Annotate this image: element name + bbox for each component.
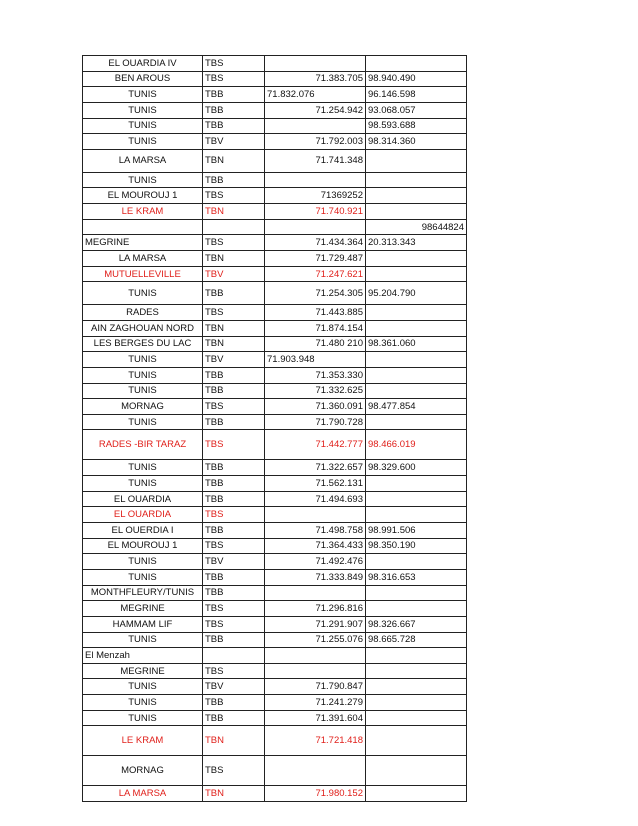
phone2-cell (366, 414, 467, 430)
code-cell: TBB (203, 491, 265, 507)
code-cell: TBS (203, 399, 265, 415)
code-cell: TBN (203, 251, 265, 267)
table-row (83, 172, 467, 188)
phone1-cell: 71.790.847 (265, 679, 366, 695)
phone1-cell: 71.442.777 (265, 430, 366, 460)
city-cell: EL MOUROUJ 1 (83, 188, 203, 204)
city-cell: TUNIS (83, 632, 203, 648)
phone2-cell: 98.477.854 (366, 399, 467, 415)
phone1-cell: 71.498.758 (265, 523, 366, 539)
phone1-cell (265, 663, 366, 679)
table-row (83, 460, 467, 476)
city-cell: TUNIS (83, 102, 203, 118)
phone1-cell: 71.291.907 (265, 616, 366, 632)
phone1-cell: 71.254.942 (265, 102, 366, 118)
contact-table-body (83, 56, 467, 802)
phone1-cell: 71.792.003 (265, 134, 366, 150)
phone1-cell: 71.391.604 (265, 710, 366, 726)
city-cell: TUNIS (83, 460, 203, 476)
phone2-cell: 98.466.019 (366, 430, 467, 460)
phone2-cell (366, 648, 467, 664)
code-cell: TBN (203, 204, 265, 220)
phone1-cell: 71.494.693 (265, 491, 366, 507)
city-cell: TUNIS (83, 87, 203, 103)
phone1-cell: 71.721.418 (265, 726, 366, 756)
table-row (83, 616, 467, 632)
code-cell: TBN (203, 786, 265, 802)
code-cell: TBS (203, 663, 265, 679)
phone2-cell (366, 554, 467, 570)
table-row (83, 336, 467, 352)
city-cell: TUNIS (83, 679, 203, 695)
phone1-cell (265, 219, 366, 235)
phone1-cell (265, 118, 366, 134)
city-cell: LA MARSA (83, 786, 203, 802)
phone2-cell: 98.326.667 (366, 616, 467, 632)
table-row (83, 569, 467, 585)
table-row (83, 188, 467, 204)
code-cell: TBB (203, 172, 265, 188)
code-cell: TBN (203, 336, 265, 352)
code-cell: TBB (203, 383, 265, 399)
code-cell: TBS (203, 756, 265, 786)
table-row (83, 282, 467, 305)
phone2-cell: 98.991.506 (366, 523, 467, 539)
code-cell: TBS (203, 235, 265, 251)
phone2-cell (366, 507, 467, 523)
code-cell: TBN (203, 726, 265, 756)
table-row (83, 430, 467, 460)
phone1-cell: 71.790.728 (265, 414, 366, 430)
code-cell: TBV (203, 554, 265, 570)
phone2-cell (366, 786, 467, 802)
phone1-cell: 71.254.305 (265, 282, 366, 305)
table-row (83, 102, 467, 118)
city-cell: LA MARSA (83, 149, 203, 172)
phone2-cell: 98.940.490 (366, 71, 467, 87)
code-cell: TBB (203, 414, 265, 430)
table-row (83, 679, 467, 695)
table-row (83, 695, 467, 711)
code-cell: TBV (203, 134, 265, 150)
phone2-cell: 98.314.360 (366, 134, 467, 150)
city-cell: TUNIS (83, 118, 203, 134)
city-cell: LA MARSA (83, 251, 203, 267)
phone1-cell: 71.364.433 (265, 538, 366, 554)
code-cell: TBB (203, 476, 265, 492)
code-cell: TBV (203, 679, 265, 695)
phone1-cell (265, 585, 366, 601)
phone1-cell: 71.353.330 (265, 367, 366, 383)
table-row (83, 585, 467, 601)
phone1-cell: 71.443.885 (265, 305, 366, 321)
city-cell (83, 219, 203, 235)
phone2-cell (366, 679, 467, 695)
city-cell: RADES (83, 305, 203, 321)
table-row (83, 648, 467, 664)
city-cell: TUNIS (83, 554, 203, 570)
phone1-cell: 71369252 (265, 188, 366, 204)
phone1-cell (265, 756, 366, 786)
table-row (83, 383, 467, 399)
city-cell: HAMMAM LIF (83, 616, 203, 632)
phone1-cell: 71.241.279 (265, 695, 366, 711)
contact-table (82, 55, 467, 802)
phone1-cell: 71.832.076 (265, 87, 366, 103)
phone2-cell (366, 352, 467, 368)
city-cell: TUNIS (83, 569, 203, 585)
phone2-cell (366, 305, 467, 321)
city-cell: TUNIS (83, 710, 203, 726)
table-row (83, 219, 467, 235)
city-cell: MUTUELLEVILLE (83, 266, 203, 282)
phone2-cell (366, 172, 467, 188)
phone1-cell: 71.247.621 (265, 266, 366, 282)
phone1-cell: 71.360.091 (265, 399, 366, 415)
city-cell: LE KRAM (83, 726, 203, 756)
phone1-cell: 71.980.152 (265, 786, 366, 802)
table-row (83, 367, 467, 383)
city-cell: TUNIS (83, 172, 203, 188)
code-cell: TBV (203, 352, 265, 368)
table-row (83, 476, 467, 492)
city-cell: TUNIS (83, 352, 203, 368)
phone1-cell: 71.322.657 (265, 460, 366, 476)
code-cell: TBB (203, 710, 265, 726)
phone2-cell (366, 56, 467, 72)
city-cell: EL OUARDIA IV (83, 56, 203, 72)
code-cell: TBS (203, 601, 265, 617)
code-cell: TBS (203, 430, 265, 460)
phone1-cell: 71.332.625 (265, 383, 366, 399)
city-cell: TUNIS (83, 414, 203, 430)
phone2-cell (366, 695, 467, 711)
phone2-cell: 98.316.653 (366, 569, 467, 585)
code-cell: TBS (203, 56, 265, 72)
table-row (83, 554, 467, 570)
city-cell: BEN AROUS (83, 71, 203, 87)
phone2-cell (366, 710, 467, 726)
phone1-cell: 71.741.348 (265, 149, 366, 172)
phone2-cell (366, 204, 467, 220)
phone2-cell (366, 149, 467, 172)
table-row (83, 87, 467, 103)
table-row (83, 523, 467, 539)
phone1-cell: 71.562.131 (265, 476, 366, 492)
phone2-cell (366, 188, 467, 204)
phone2-cell: 93.068.057 (366, 102, 467, 118)
table-row (83, 320, 467, 336)
phone2-cell (366, 601, 467, 617)
city-cell: TUNIS (83, 695, 203, 711)
table-row (83, 71, 467, 87)
phone2-cell: 98.361.060 (366, 336, 467, 352)
code-cell: TBN (203, 320, 265, 336)
code-cell: TBB (203, 367, 265, 383)
city-cell: TUNIS (83, 367, 203, 383)
table-row (83, 726, 467, 756)
code-cell: TBS (203, 305, 265, 321)
code-cell: TBB (203, 523, 265, 539)
code-cell: TBN (203, 149, 265, 172)
phone2-cell: 98.593.688 (366, 118, 467, 134)
code-cell: TBB (203, 695, 265, 711)
table-row (83, 414, 467, 430)
code-cell: TBS (203, 507, 265, 523)
code-cell: TBB (203, 87, 265, 103)
phone2-cell (366, 585, 467, 601)
city-cell: El Menzah (83, 648, 203, 664)
phone1-cell: 71.296.816 (265, 601, 366, 617)
phone1-cell: 71.480 210 (265, 336, 366, 352)
phone1-cell: 71.740.921 (265, 204, 366, 220)
phone1-cell: 71.255.076 (265, 632, 366, 648)
phone2-cell (366, 756, 467, 786)
phone1-cell: 71.729.487 (265, 251, 366, 267)
table-row (83, 134, 467, 150)
table-row (83, 352, 467, 368)
table-row (83, 632, 467, 648)
city-cell: AIN ZAGHOUAN NORD (83, 320, 203, 336)
code-cell: TBB (203, 118, 265, 134)
table-row (83, 491, 467, 507)
phone2-cell: 95.204.790 (366, 282, 467, 305)
phone1-cell: 71.492.476 (265, 554, 366, 570)
phone2-cell (366, 266, 467, 282)
code-cell: TBB (203, 102, 265, 118)
table-row (83, 399, 467, 415)
city-cell: EL OUERDIA I (83, 523, 203, 539)
code-cell: TBB (203, 585, 265, 601)
code-cell: TBS (203, 188, 265, 204)
phone2-cell: 96.146.598 (366, 87, 467, 103)
city-cell: EL OUARDIA (83, 491, 203, 507)
city-cell: MEGRINE (83, 663, 203, 679)
phone2-cell (366, 726, 467, 756)
table-row (83, 663, 467, 679)
code-cell: TBV (203, 266, 265, 282)
city-cell: MEGRINE (83, 235, 203, 251)
table-row (83, 149, 467, 172)
city-cell: MORNAG (83, 756, 203, 786)
phone2-cell (366, 491, 467, 507)
table-row (83, 710, 467, 726)
table-row (83, 601, 467, 617)
code-cell: TBS (203, 71, 265, 87)
code-cell (203, 648, 265, 664)
phone2-cell (366, 367, 467, 383)
phone2-cell: 98644824 (366, 219, 467, 235)
phone2-cell (366, 476, 467, 492)
table-row (83, 507, 467, 523)
code-cell: TBS (203, 538, 265, 554)
code-cell: TBB (203, 282, 265, 305)
city-cell: TUNIS (83, 282, 203, 305)
phone1-cell: 71.874.154 (265, 320, 366, 336)
phone2-cell (366, 251, 467, 267)
code-cell: TBB (203, 632, 265, 648)
city-cell: LES BERGES DU LAC (83, 336, 203, 352)
phone2-cell: 98.665.728 (366, 632, 467, 648)
city-cell: LE KRAM (83, 204, 203, 220)
phone1-cell: 71.434.364 (265, 235, 366, 251)
phone2-cell: 98.350.190 (366, 538, 467, 554)
city-cell: EL OUARDIA (83, 507, 203, 523)
code-cell: TBB (203, 569, 265, 585)
code-cell (203, 219, 265, 235)
phone1-cell (265, 648, 366, 664)
phone1-cell: 71.903.948 (265, 352, 366, 368)
table-row (83, 756, 467, 786)
phone2-cell: 98.329.600 (366, 460, 467, 476)
table-row (83, 235, 467, 251)
code-cell: TBB (203, 460, 265, 476)
phone1-cell (265, 172, 366, 188)
phone2-cell (366, 663, 467, 679)
city-cell: MEGRINE (83, 601, 203, 617)
city-cell: TUNIS (83, 383, 203, 399)
table-row (83, 204, 467, 220)
table-row (83, 538, 467, 554)
phone2-cell: 20.313.343 (366, 235, 467, 251)
city-cell: TUNIS (83, 134, 203, 150)
table-row (83, 305, 467, 321)
table-row (83, 786, 467, 802)
phone1-cell: 71.383.705 (265, 71, 366, 87)
city-cell: MORNAG (83, 399, 203, 415)
phone2-cell (366, 320, 467, 336)
city-cell: MONTHFLEURY/TUNIS (83, 585, 203, 601)
city-cell: RADES -BIR TARAZ (83, 430, 203, 460)
phone2-cell (366, 383, 467, 399)
city-cell: EL MOUROUJ 1 (83, 538, 203, 554)
table-row (83, 118, 467, 134)
phone1-cell (265, 56, 366, 72)
phone1-cell (265, 507, 366, 523)
table-row (83, 266, 467, 282)
phone1-cell: 71.333.849 (265, 569, 366, 585)
city-cell: TUNIS (83, 476, 203, 492)
table-row (83, 251, 467, 267)
code-cell: TBS (203, 616, 265, 632)
table-row (83, 56, 467, 72)
